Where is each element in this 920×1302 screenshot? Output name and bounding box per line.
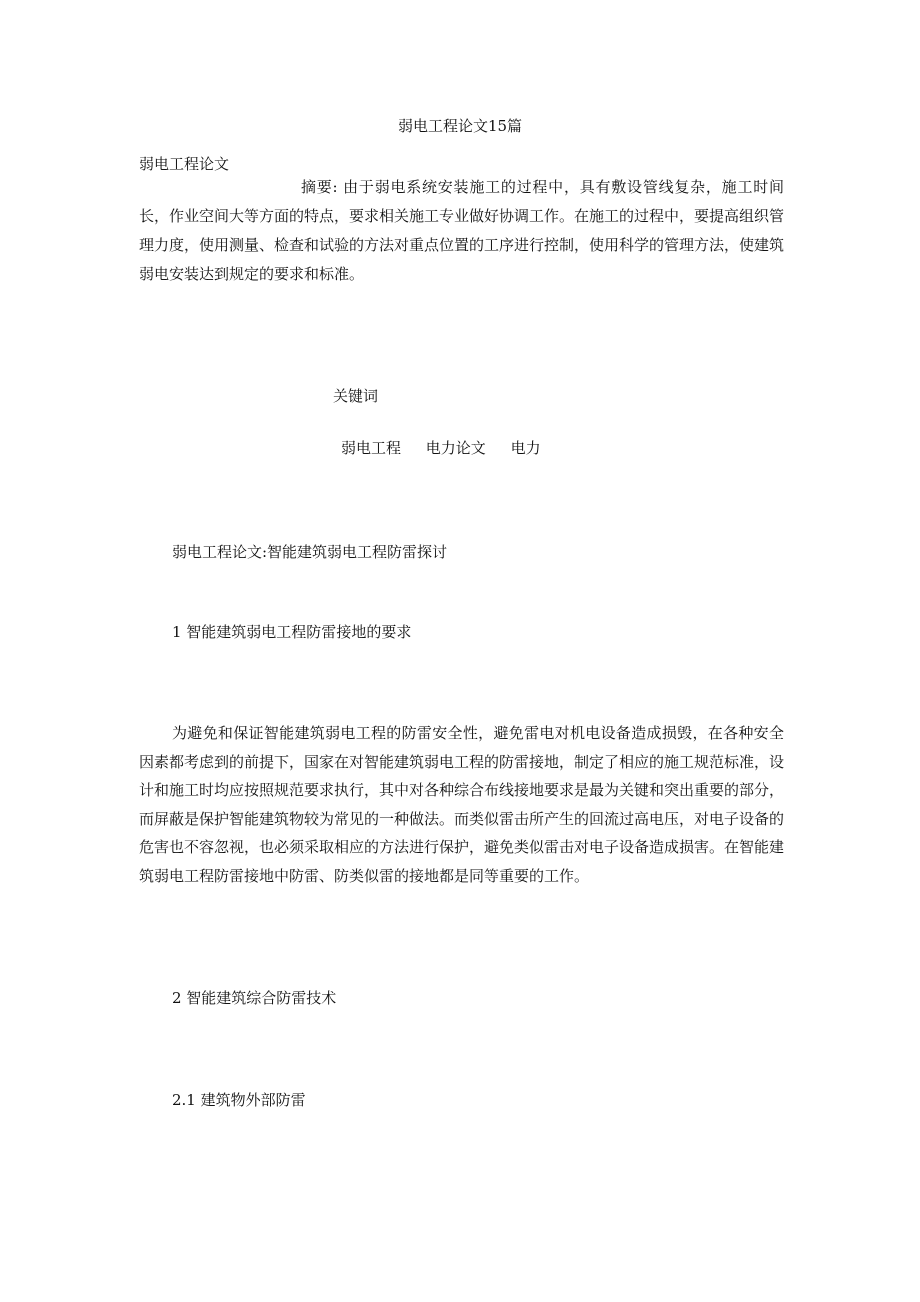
body-paragraph: 为避免和保证智能建筑弱电工程的防雷安全性，避免雷电对机电设备造成损毁，在各种安全因素都考虑到的前提下，国家在对智能建筑弱电工程的防雷接地，制定了相应的施工规范标准，设计和施工时均应按照规范要求执行，其中对各种综合布线接地要求是最为关键和突出重要的部分，而屏蔽是保护智能建筑物较为常见的一种做法。而类似雷击所产生的回流过高电压，对电子设备的危害也不容忽视，也必须采取相应的方法进行保护，避免类似雷击对电子设备造成损害。在智能建筑弱电工程防雷接地中防雷、防类似雷的接地都是同等重要的工作。 [139, 724, 785, 885]
keywords-label: 关键词 [333, 387, 379, 405]
document-subtitle: 弱电工程论文 [139, 155, 230, 173]
abstract-paragraph [139, 173, 784, 289]
heading-1: 1 智能建筑弱电工程防雷接地的要求 [172, 623, 412, 641]
abstract-label: 摘要: [301, 178, 338, 196]
document-title: 弱电工程论文15篇 [397, 117, 523, 135]
heading-3: 2.1 建筑物外部防雷 [172, 1091, 306, 1109]
keyword-item: 电力论文 [425, 439, 486, 457]
heading-2: 2 智能建筑综合防雷技术 [172, 989, 337, 1007]
keyword-item: 电力 [510, 439, 541, 457]
keyword-item: 弱电工程 [341, 439, 402, 457]
keywords-list [341, 435, 561, 461]
abstract-text: 由于弱电系统安装施工的过程中，具有敷设管线复杂，施工时间长，作业空间大等方面的特点，要求相关施工专业做好协调工作。在施工的过程中，要提高组织管理力度，使用测量、检查和试验的方法对重点位置的工序进行控制，使用科学的管理方法，使建筑弱电安装达到规定的要求和标准。 [139, 178, 785, 283]
section-title: 弱电工程论文:智能建筑弱电工程防雷探讨 [172, 543, 448, 561]
